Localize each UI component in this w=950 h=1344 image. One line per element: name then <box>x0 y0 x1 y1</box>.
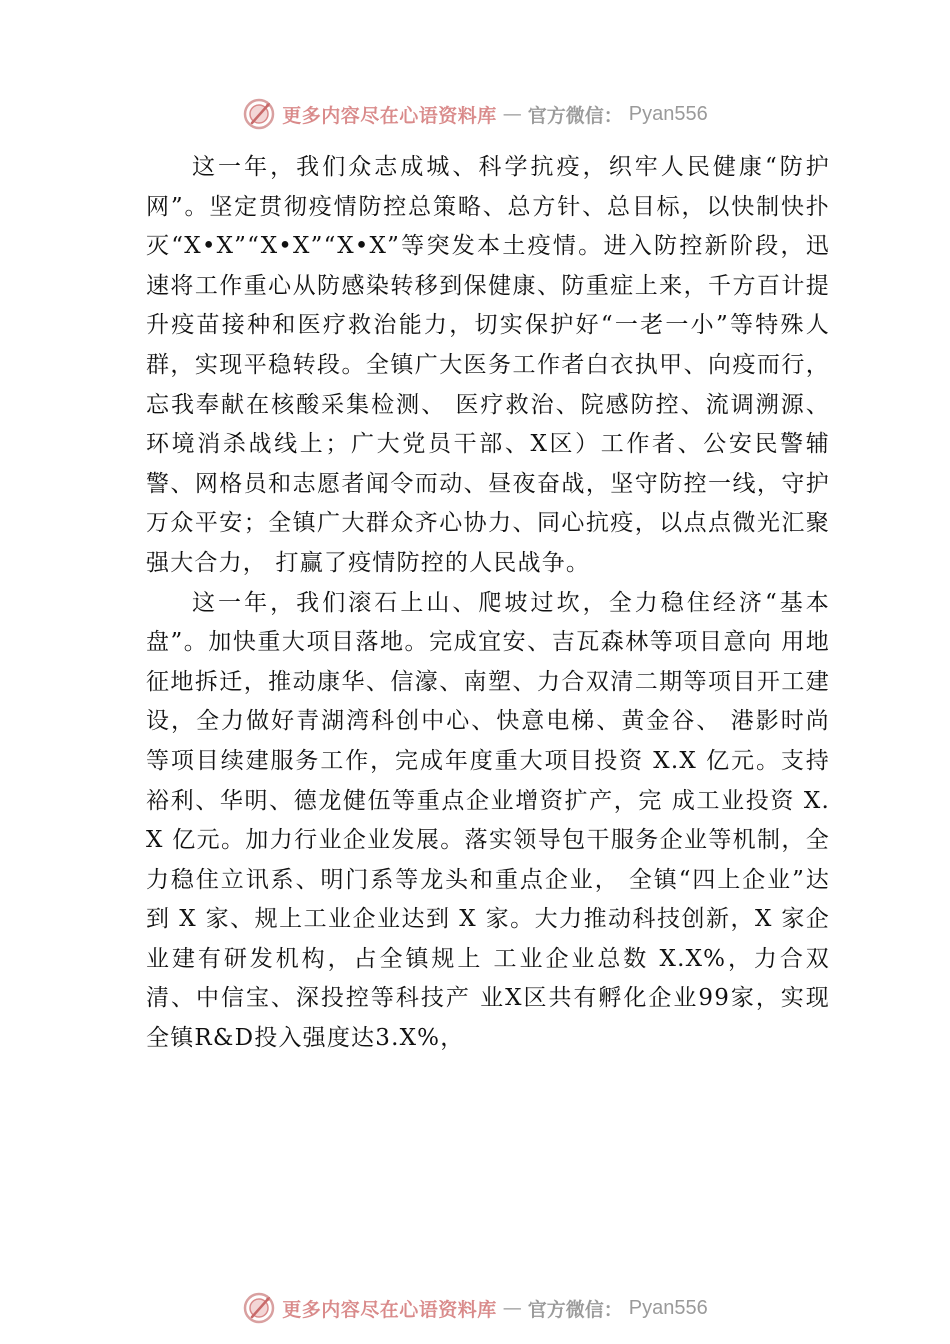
document-body <box>146 148 830 1059</box>
paragraph-epidemic: 这一年，我们众志成城、科学抗疫，织牢人民健康“防护网”。坚定贯彻疫情防控总策略、总方针、总目标，以快制快扑灭“X•X”“X•X”“X•X”等突发本土疫情。进入防控新阶段，迅速将工作重心从防感染转移到保健康、防重症上来，千方百计提升疫苗接种和医疗救治能力，切实保护好“一老一小”等特殊人群，实现平稳转段。全镇广大医务工作者白衣执甲、向疫而行，忘我奉献在核酸采集检测、 医疗救治、院感防控、流调溯源、环境消杀战线上；广大党员干部、X区）工作者、公安民警辅警、网格员和志愿者闻令而动、昼夜奋战，坚守防控一线，守护万众平安；全镇广大群众齐心协力、同心抗疫，以点点微光汇聚强大合力， 打赢了疫情防控的人民战争。 <box>146 154 830 576</box>
watermark-wechat-id: Pyan556 <box>628 1296 708 1319</box>
watermark-separator: — <box>502 1297 522 1319</box>
brand-logo-icon <box>242 1291 276 1325</box>
header-watermark <box>0 94 950 134</box>
watermark-wechat-label: 官方微信： <box>527 1298 623 1321</box>
watermark-brand-text: 更多内容尽在心语资料库 <box>282 104 497 127</box>
brand-logo-icon <box>242 97 276 131</box>
watermark-wechat-label: 官方微信： <box>527 104 623 127</box>
footer-watermark <box>0 1288 950 1328</box>
watermark-brand-text: 更多内容尽在心语资料库 <box>282 1298 497 1321</box>
watermark-separator: — <box>502 103 522 125</box>
watermark-wechat-id: Pyan556 <box>628 102 708 125</box>
paragraph-economy: 这一年，我们滚石上山、爬坡过坎，全力稳住经济“基本盘”。加快重大项目落地。完成宜安、吉瓦森林等项目意向 用地征地拆迁，推动康华、信濠、南塑、力合双清二期等项目开工建设，全力做好青湖湾科创中心、快意电梯、黄金谷、 港影时尚等项目续建服务工作，完成年度重大项目投资 X.X 亿元。支持裕利、华明、德龙健伍等重点企业增资扩产，完 成工业投资 X.X 亿元。加力行业企业发展。落实领导包干服务企业等机制，全力稳住立讯系、明门系等龙头和重点企业， 全镇“四上企业”达到 X 家、规上工业企业达到 X 家。大力推动科技创新，X 家企业建有研发机构，占全镇规上 工业企业总数 X.X%，力合双清、中信宝、深投控等科技产 业X区共有孵化企业99家，实现全镇R&D投入强度达3.X%， <box>146 589 830 1052</box>
